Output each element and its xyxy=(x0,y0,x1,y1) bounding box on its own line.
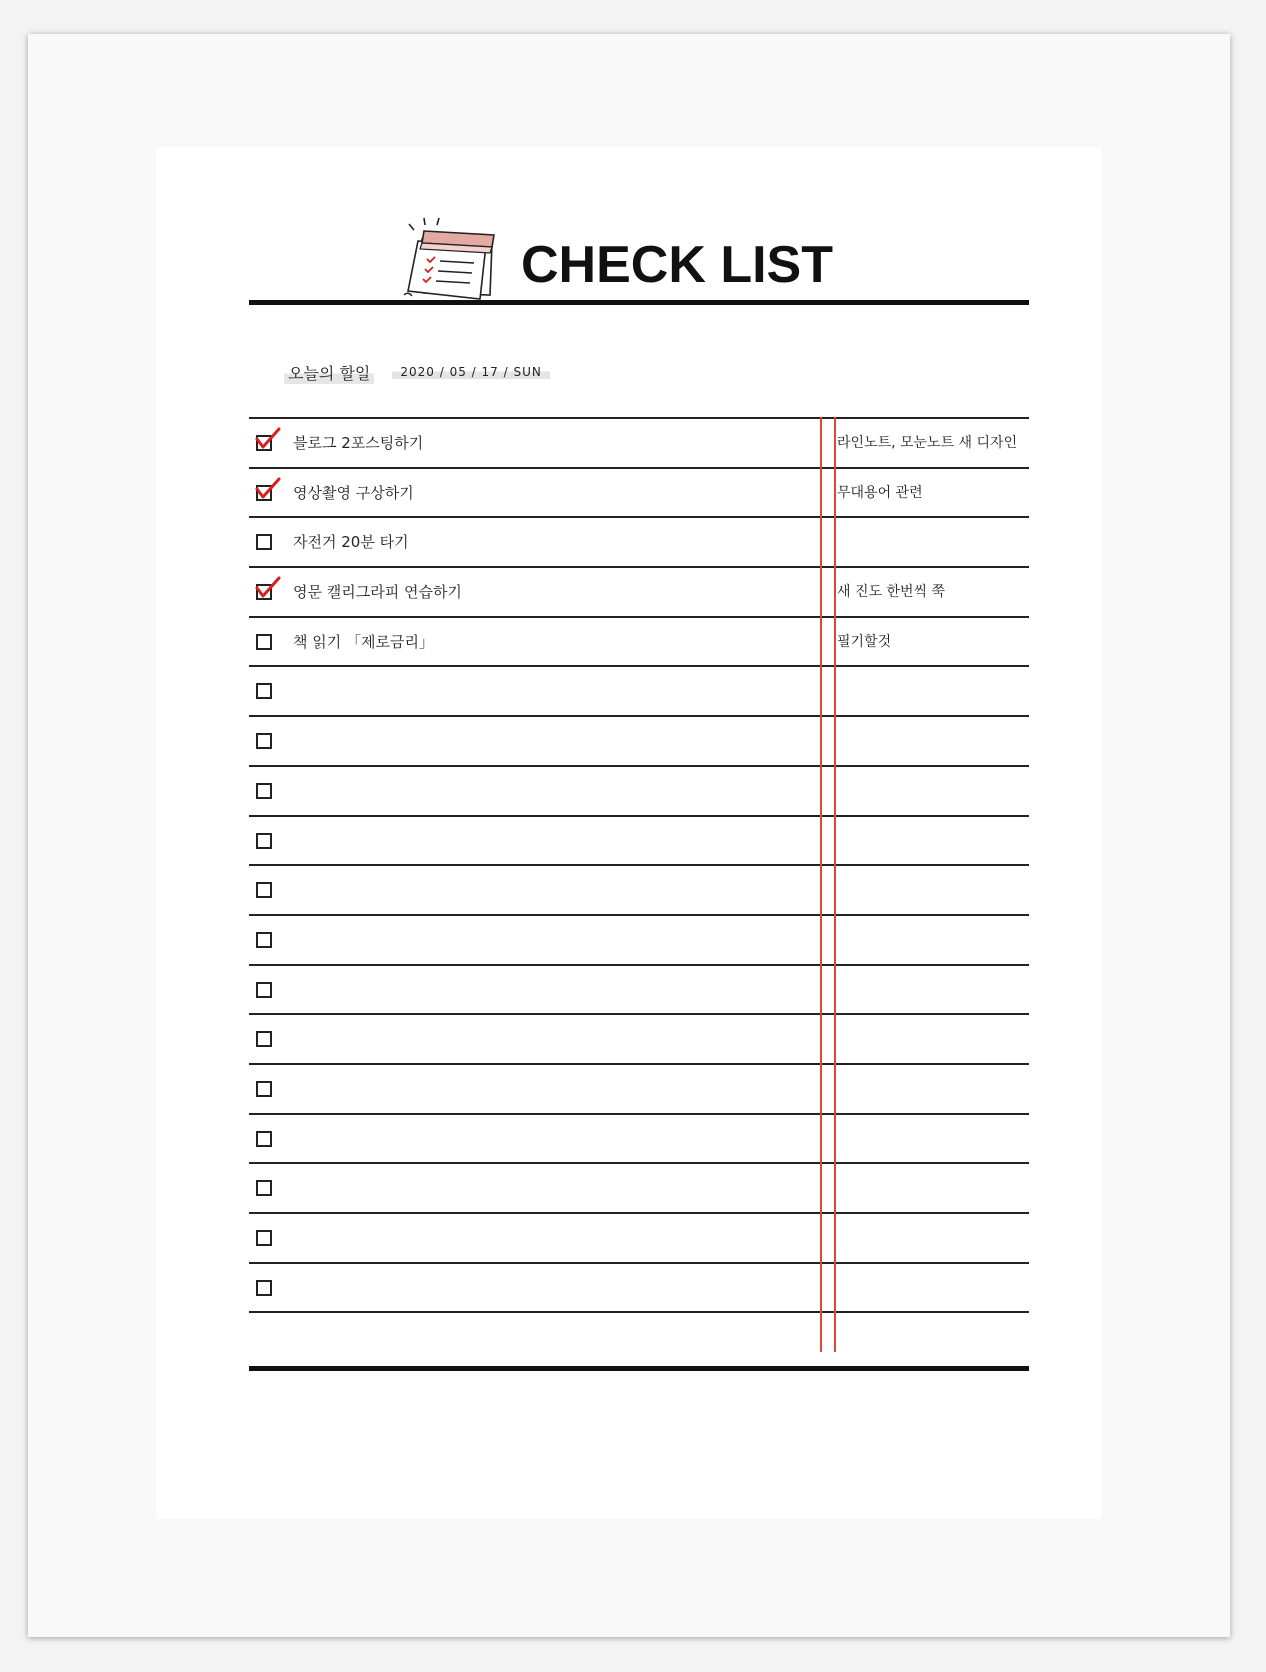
task-row xyxy=(249,767,1029,817)
checkbox-icon[interactable] xyxy=(256,534,272,550)
paper-sheet xyxy=(28,34,1230,1637)
red-checkmark-icon xyxy=(253,477,281,503)
date-line xyxy=(284,357,550,387)
red-checkmark-icon xyxy=(253,427,281,453)
task-note: 새 진도 한번씩 쭉 xyxy=(837,584,946,601)
header-rule xyxy=(249,300,1029,305)
date-value: 2020 / 05 / 17 / SUN xyxy=(392,365,549,379)
task-note: 라인노트, 모눈노트 새 디자인 xyxy=(837,435,1018,451)
checkbox-icon[interactable] xyxy=(256,1180,272,1196)
calendar-checklist-icon xyxy=(394,217,504,303)
task-note: 필기할것 xyxy=(837,633,892,650)
checkbox-icon[interactable] xyxy=(256,733,272,749)
task-row xyxy=(249,717,1029,767)
task-row xyxy=(249,1015,1029,1065)
checklist-table xyxy=(249,417,1029,1313)
task-row xyxy=(249,568,1029,618)
checkbox-icon[interactable] xyxy=(256,783,272,799)
task-row xyxy=(249,1214,1029,1264)
checkbox-icon[interactable] xyxy=(256,833,272,849)
margin-line-left xyxy=(820,417,822,1352)
checkbox-icon[interactable] xyxy=(256,932,272,948)
task-row xyxy=(249,518,1029,568)
task-row xyxy=(249,817,1029,867)
task-text: 영상촬영 구상하기 xyxy=(293,483,414,502)
task-text: 영문 캘리그라피 연습하기 xyxy=(293,583,462,602)
table-bottom-rule xyxy=(249,1366,1029,1371)
task-row xyxy=(249,667,1029,717)
checklist-page xyxy=(156,147,1102,1519)
checkbox-icon[interactable] xyxy=(256,1031,272,1047)
task-row xyxy=(249,1065,1029,1115)
checkbox-icon[interactable] xyxy=(256,1230,272,1246)
margin-line-right xyxy=(834,417,836,1352)
checkbox-icon[interactable] xyxy=(256,1280,272,1296)
page-header xyxy=(249,217,1029,305)
task-text: 책 읽기 「제로금리」 xyxy=(293,632,434,651)
task-row xyxy=(249,618,1029,668)
checkbox-icon[interactable] xyxy=(256,882,272,898)
task-note: 무대용어 관련 xyxy=(837,484,923,501)
task-row xyxy=(249,866,1029,916)
checkbox-icon[interactable] xyxy=(256,634,272,650)
red-checkmark-icon xyxy=(253,576,281,602)
task-row xyxy=(249,966,1029,1016)
checkbox-icon[interactable] xyxy=(256,683,272,699)
task-text: 블로그 2포스팅하기 xyxy=(293,434,424,452)
task-row xyxy=(249,419,1029,469)
checkbox-icon[interactable] xyxy=(256,1081,272,1097)
task-row xyxy=(249,1115,1029,1165)
task-row xyxy=(249,916,1029,966)
checkbox-icon[interactable] xyxy=(256,1131,272,1147)
date-label: 오늘의 할일 xyxy=(284,361,374,384)
task-row xyxy=(249,1264,1029,1314)
task-text: 자전거 20분 타기 xyxy=(293,533,409,552)
page-title: CHECK LIST xyxy=(521,236,833,294)
checkbox-icon[interactable] xyxy=(256,982,272,998)
task-row xyxy=(249,469,1029,519)
task-row xyxy=(249,1164,1029,1214)
